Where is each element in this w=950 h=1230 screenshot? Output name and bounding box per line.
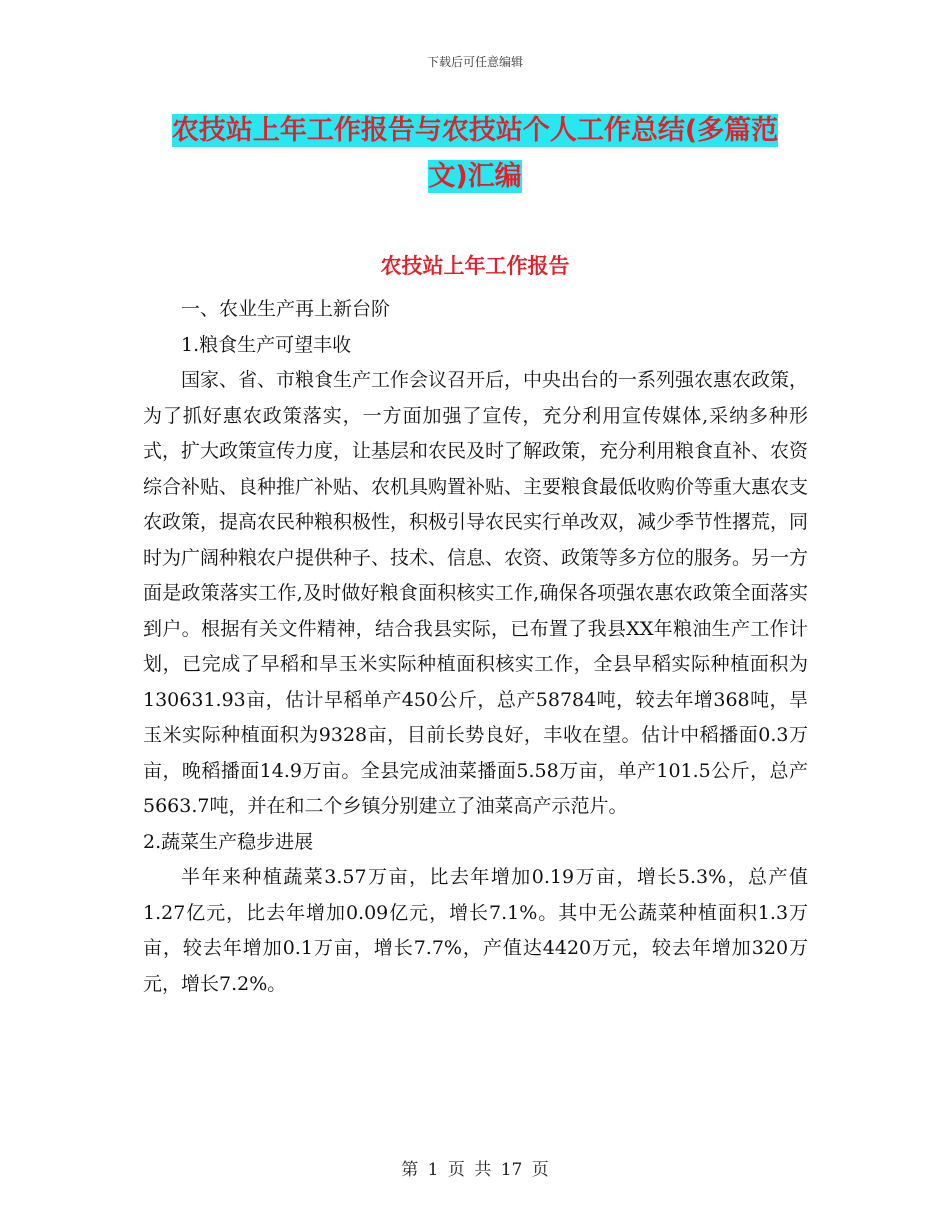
heading-1: 一、农业生产再上新台阶	[181, 298, 391, 320]
title-line-2: 文)汇编	[428, 161, 522, 192]
page-footer: 第 1 页 共 17 页	[401, 1160, 549, 1180]
title-line-1: 农技站上年工作报告与农技站个人工作总结(多篇范	[171, 115, 779, 146]
subheading-1: 1.粮食生产可望丰收	[181, 333, 352, 356]
document-body	[143, 292, 808, 1002]
section-title: 农技站上年工作报告	[380, 254, 570, 278]
document-title	[140, 108, 810, 200]
paragraph-2: 半年来种植蔬菜3.57万亩，比去年增加0.19万亩，增长5.3%，总产值1.27亿元，比去年增加0.09亿元，增长7.1%。其中无公蔬菜种植面积1.3万亩，较去年增加0.1万亩，增长7.7%，产值达4420万元，较去年增加320万元，增长7.2%。	[143, 866, 808, 995]
subheading-2: 2.蔬菜生产稳步进展	[143, 830, 314, 853]
header-note: 下载后可任意编辑	[426, 55, 523, 69]
paragraph-1: 国家、省、市粮食生产工作会议召开后，中央出台的一系列强农惠农政策，为了抓好惠农政策落实，一方面加强了宣传，充分利用宣传媒体,采纳多种形式，扩大政策宣传力度，让基层和农民及时了解政策，充分利用粮食直补、农资综合补贴、良种推广补贴、农机具购置补贴、主要粮食最低收购价等重大惠农支农政策，提高农民种粮积极性，积极引导农民实行单改双，减少季节性撂荒，同时为广阔种粮农户提供种子、技术、信息、农资、政策等多方位的服务。另一方面是政策落实工作,及时做好粮食面积核实工作,确保各项强农惠农政策全面落实到户。根据有关文件精神，结合我县实际，已布置了我县XX年粮油生产工作计划，已完成了早稻和旱玉米实际种植面积核实工作，全县早稻实际种植面积为130631.93亩，估计早稻单产450公斤，总产58784吨，较去年增368吨，旱玉米实际种植面积为9328亩，目前长势良好，丰收在望。估计中稻播面0.3万亩，晚稻播面14.9万亩。全县完成油菜播面5.58万亩，单产101.5公斤，总产5663.7吨，并在和二个乡镇分别建立了油菜高产示范片。	[143, 369, 809, 817]
